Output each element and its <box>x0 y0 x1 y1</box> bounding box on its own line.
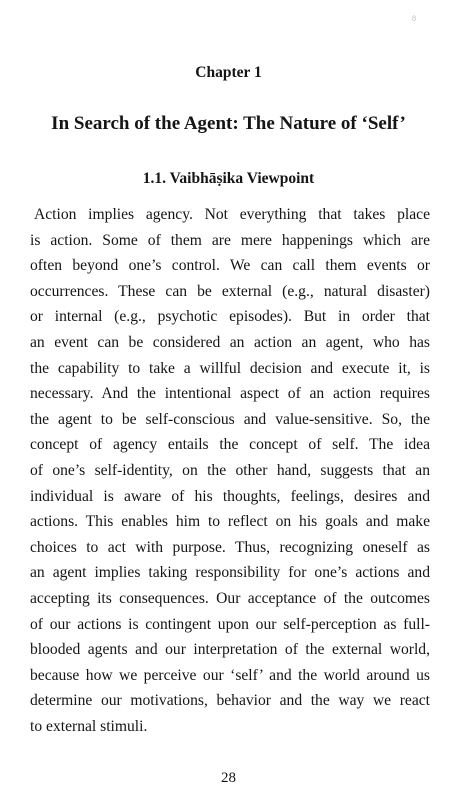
paragraph-line: an event can be considered an action an agent, who has <box>30 333 430 351</box>
paragraph-line: Action implies agency. Not everything that takes place <box>34 206 430 223</box>
corner-mark: 8 <box>412 14 416 23</box>
paragraph-line: concept of agency entails the concept of self. The idea <box>30 436 430 454</box>
paragraph-line: accepting its consequences. Our acceptance of the outcomes <box>30 589 430 607</box>
paragraph-line: the agent to be self-conscious and value-sensitive. So, the <box>30 410 430 428</box>
body-paragraph <box>30 202 430 739</box>
paragraph-line: the capability to take a willful decision and execute it, is <box>30 359 430 377</box>
paragraph-line: an agent implies taking responsibility for one’s actions and <box>30 564 430 582</box>
paragraph-line: of one’s self-identity, on the other hand, suggests that an <box>30 461 430 479</box>
paragraph-line: or internal (e.g., psychotic episodes). But in order that <box>30 308 430 326</box>
section-heading: 1.1. Vaibhāṣika Viewpoint <box>142 170 315 187</box>
chapter-title: In Search of the Agent: The Nature of ‘Self’ <box>51 113 406 134</box>
page-number: 28 <box>221 770 236 786</box>
paragraph-line: often beyond one’s control. We can call them events or <box>30 257 430 275</box>
paragraph-line: necessary. And the intentional aspect of an action requires <box>30 385 430 403</box>
paragraph-line: to external stimuli. <box>30 717 148 735</box>
paragraph-line: occurrences. These can be external (e.g., natural disaster) <box>30 282 430 300</box>
paragraph-line: determine our motivations, behavior and the way we react <box>30 692 430 710</box>
paragraph-line: choices to act with purpose. Thus, recognizing oneself as <box>30 538 430 556</box>
paragraph-line: is action. Some of them are mere happenings which are <box>30 231 430 249</box>
paragraph-line: of our actions is contingent upon our self-perception as full- <box>30 615 430 633</box>
chapter-label: Chapter 1 <box>195 64 262 81</box>
paragraph-line: because how we perceive our ‘self’ and the world around us <box>30 666 430 684</box>
paragraph-line: individual is aware of his thoughts, feelings, desires and <box>30 487 430 505</box>
paragraph-line: actions. This enables him to reflect on his goals and make <box>30 513 430 531</box>
paragraph-line: blooded agents and our interpretation of the external world, <box>30 641 430 659</box>
